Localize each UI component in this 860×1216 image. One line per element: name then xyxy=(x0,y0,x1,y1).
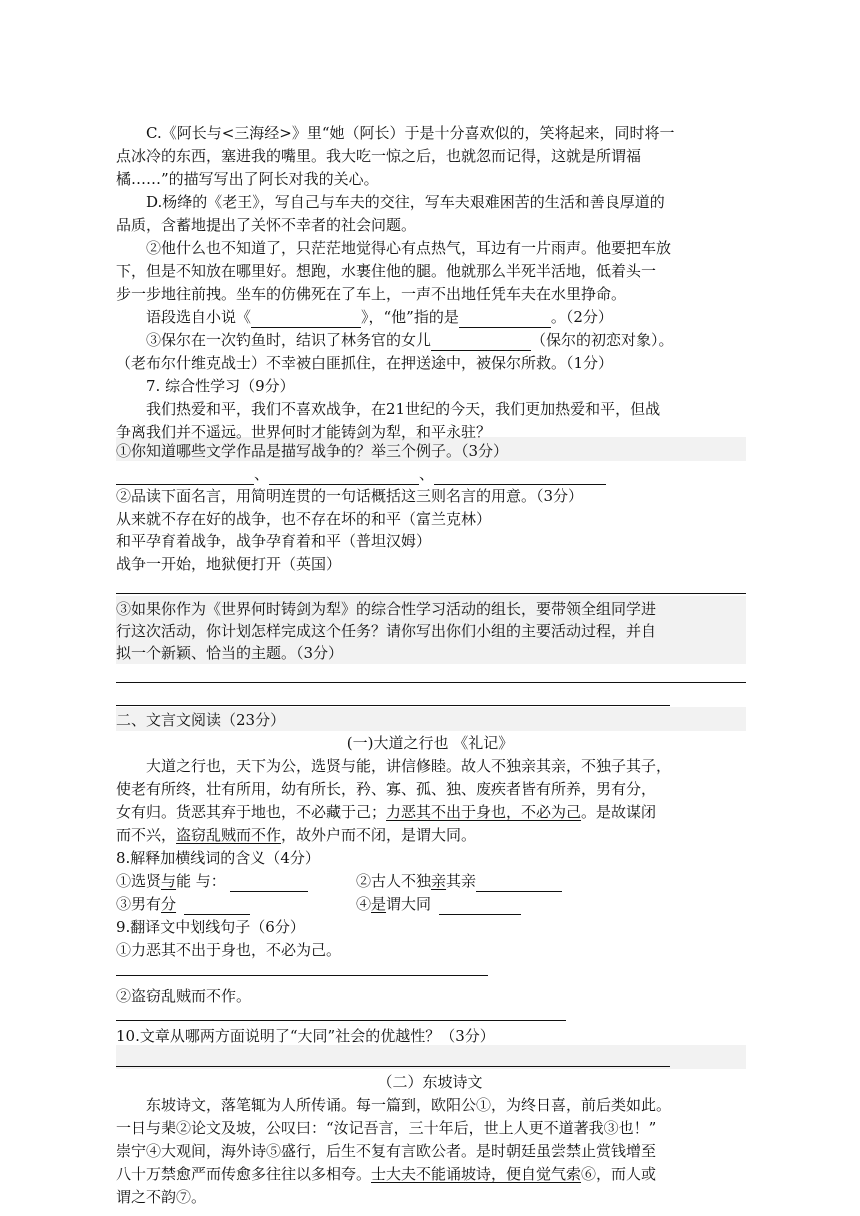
dongpo-text-line xyxy=(116,1163,656,1185)
option-d-line: 品质，含蓄地提出了关怀不幸者的社会问题。 xyxy=(116,216,417,234)
answer-line[interactable] xyxy=(116,975,488,976)
question-novel xyxy=(146,306,613,328)
question-text: （保尔的初恋对象）。 xyxy=(531,331,674,349)
question-text: 。（2分） xyxy=(550,308,613,326)
dongpo-text-line: 崇宁④大观间，海外诗⑤盛行，后生不复有言欧公者。是时朝廷虽尝禁止赏钱增至 xyxy=(116,1142,657,1160)
text-span: ②古人不独 xyxy=(356,872,432,890)
underlined-sentence: 力恶其不出于身也，不必为己 xyxy=(386,803,582,821)
question-7-3: ③如果你作为《世界何时铸剑为犁》的综合性学习活动的组长，要带领全组同学进 xyxy=(116,600,657,618)
quote-line: 从来就不存在好的战争，也不存在坏的和平（富兰克林） xyxy=(116,510,492,528)
question-7-3: 拟一个新颖、恰当的主题。（3分） xyxy=(116,644,344,662)
underlined-word: 亲 xyxy=(431,872,447,890)
passage-line: ②他什么也不知道了，只茫茫地觉得心有点热气，耳边有一片雨声。他要把车放 xyxy=(146,239,672,257)
question-8: 8.解释加横线词的含义（4分） xyxy=(116,849,320,867)
part-2-title: 二、文言文阅读（23分） xyxy=(116,711,286,729)
answer-blank[interactable] xyxy=(116,468,254,485)
question-7-1: ①你知道哪些文学作品是描写战争的？举三个例子。（3分） xyxy=(116,442,509,460)
text-1-title: (一)大道之行也 《礼记》 xyxy=(346,734,514,752)
answer-line[interactable] xyxy=(116,593,746,594)
intro-line: 争离我们并不遥远。世界何时才能铸剑为犁，和平永驻？ xyxy=(116,423,492,441)
text-span: 谓大同 xyxy=(386,895,432,913)
question-text: 》，“他”指的是 xyxy=(361,308,459,326)
question-8-item xyxy=(116,870,308,892)
classical-text-line: 大道之行也，天下为公，选贤与能，讲信修睦。故人不独亲其亲，不独子其子， xyxy=(146,757,672,775)
classical-text-line: 使老有所终，壮有所用，幼有所长，矜、寡、孤、独、废疾者皆有所养，男有分， xyxy=(116,780,657,798)
text-span: ③男有 xyxy=(116,895,162,913)
answer-line[interactable] xyxy=(116,1020,566,1021)
answer-blank[interactable] xyxy=(431,334,531,351)
underlined-sentence: 盗窃乱贼而不作 xyxy=(176,826,282,844)
question-10: 10.文章从哪两方面说明了“大同”社会的优越性？（3分） xyxy=(116,1027,495,1045)
separator: 、 xyxy=(254,465,270,483)
quote-line: 和平孕育着战争，战争孕育着和平（普坦汉姆） xyxy=(116,532,432,550)
underlined-word: 是 xyxy=(371,895,387,913)
question-9: 9.翻译文中划线句子（6分） xyxy=(116,918,305,936)
answer-row xyxy=(116,463,606,485)
text-2-title: （二）东坡诗文 xyxy=(377,1073,483,1091)
answer-blank[interactable] xyxy=(459,311,551,328)
underlined-sentence: 士大夫不能诵坡诗，便自觉气索 xyxy=(371,1165,582,1183)
section-7-title: 7. 综合性学习（9分） xyxy=(146,377,295,395)
question-paul-cont: （老布尔什维克战士）不幸被白匪抓住，在押送途中，被保尔所救。（1分） xyxy=(116,354,614,372)
passage-line: 下，但是不知放在哪里好。想跑，水裹住他的腿。他就那么半死半活地，低着头一 xyxy=(116,262,657,280)
question-paul xyxy=(146,329,674,351)
answer-line[interactable] xyxy=(116,1066,670,1067)
classical-text-line xyxy=(116,824,476,846)
text-span: ，故外户而不闭，是谓大同。 xyxy=(281,826,477,844)
dongpo-text-line: 谓之不韵⑦。 xyxy=(116,1188,207,1206)
answer-blank[interactable] xyxy=(230,875,308,892)
answer-blank[interactable] xyxy=(184,898,250,915)
text-span: ⑥，而人或 xyxy=(581,1165,657,1183)
answer-line[interactable] xyxy=(116,682,746,683)
question-8-item xyxy=(356,893,521,915)
option-c-line: C.《阿长与<三海经>》里“她（阿长）于是十分喜欢似的，笑将起来，同时将一 xyxy=(146,124,675,142)
question-7-3: 行这次活动，你计划怎样完成这个任务？请你写出你们小组的主要活动过程，并自 xyxy=(116,622,657,640)
option-d-line: D.杨绛的《老王》，写自己与车夫的交往，写车夫艰难困苦的生活和善良厚道的 xyxy=(146,193,665,211)
answer-blank[interactable] xyxy=(251,311,361,328)
question-9-item: ②盗窃乱贼而不作。 xyxy=(116,987,252,1005)
answer-line[interactable] xyxy=(116,705,670,706)
text-span: 女有归。货恶其弃于地也，不必藏于己； xyxy=(116,803,387,821)
answer-blank[interactable] xyxy=(476,875,562,892)
passage-line: 步一步地往前拽。坐车的仿佛死在了车上，一声不出地任凭车夫在水里挣命。 xyxy=(116,285,627,303)
underlined-word: 与 xyxy=(161,872,177,890)
answer-blank[interactable] xyxy=(439,898,521,915)
text-span: 能 与： xyxy=(176,872,226,890)
text-span: 。是故谋闭 xyxy=(581,803,657,821)
separator: 、 xyxy=(419,465,435,483)
text-span: ①选贤 xyxy=(116,872,162,890)
quote-line: 战争一开始，地狱便打开（英国） xyxy=(116,555,342,573)
dongpo-text-line: 一日与棐②论文及坡，公叹曰：“汝记吾言，三十年后，世上人更不道著我③也！” xyxy=(116,1119,657,1137)
classical-text-line xyxy=(116,801,656,823)
text-span: 其亲 xyxy=(446,872,477,890)
question-text: ③保尔在一次钓鱼时，结识了林务官的女儿 xyxy=(146,331,432,349)
question-8-item xyxy=(356,870,562,892)
question-text: 语段选自小说《 xyxy=(146,308,252,326)
underlined-word: 分 xyxy=(161,895,177,913)
question-8-item xyxy=(116,893,250,915)
answer-blank[interactable] xyxy=(269,468,419,485)
question-7-2: ②品读下面名言，用简明连贯的一句话概括这三则名言的用意。（3分） xyxy=(116,487,584,505)
text-span: 而不兴， xyxy=(116,826,177,844)
question-9-item: ①力恶其不出于身也，不必为己。 xyxy=(116,941,342,959)
text-span: ④ xyxy=(356,895,372,913)
option-c-line: 橘……”的描写写出了阿长对我的关心。 xyxy=(116,170,379,188)
dongpo-text-line: 东坡诗文，落笔辄为人所传诵。每一篇到，欧阳公①，为终日喜，前后类如此。 xyxy=(146,1096,672,1114)
text-span: 八十万禁愈严而传愈多往往以多相夸。 xyxy=(116,1165,372,1183)
answer-blank[interactable] xyxy=(434,468,606,485)
intro-line: 我们热爱和平，我们不喜欢战争，在21世纪的今天，我们更加热爱和平，但战 xyxy=(146,400,661,418)
option-c-line: 点冰冷的东西，塞进我的嘴里。我大吃一惊之后，也就忽而记得，这就是所谓福 xyxy=(116,147,642,165)
